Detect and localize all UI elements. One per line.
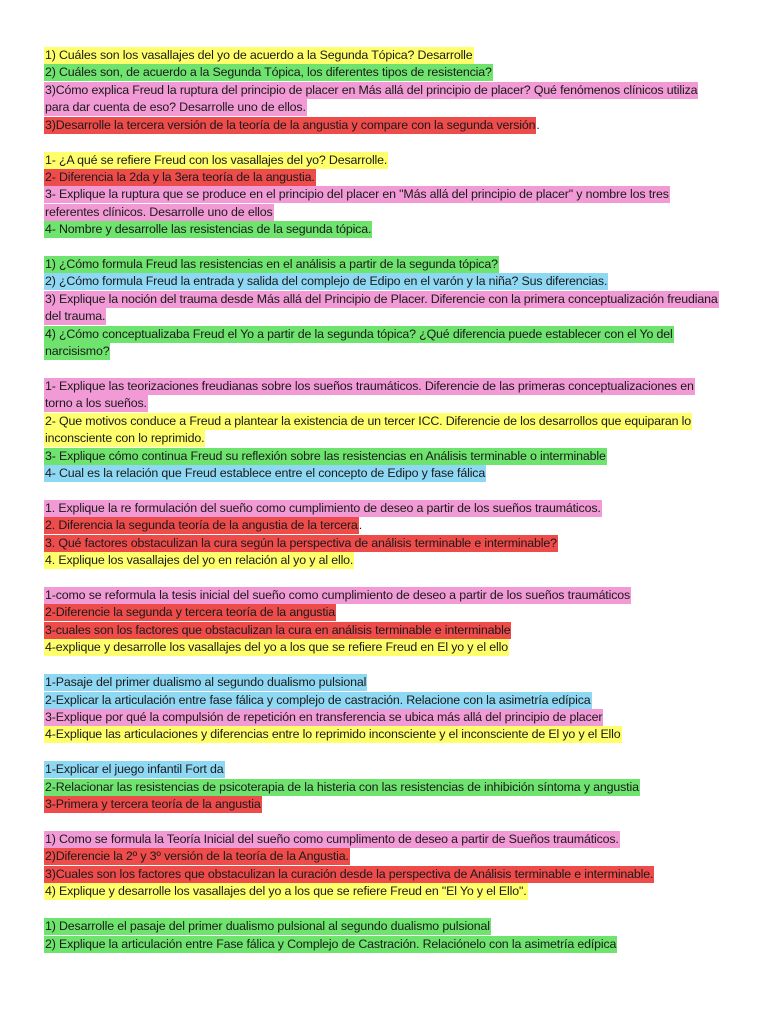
question-text: 2-Diferencie la segunda y tercera teoría de la angustia [45, 605, 335, 620]
question-text: 3- Explique cómo continua Freud su reflexión sobre las resistencias en Análisis terminable o interminable [45, 448, 606, 463]
question-text: 2- Diferencia la 2da y la 3era teoría de la angustia. [45, 169, 315, 184]
question-text: 2-Relacionar las resistencias de psicoterapia de la histeria con las resistencias de inhibición síntoma y angustia [45, 779, 639, 794]
question-item [44, 674, 724, 691]
question-item [44, 169, 724, 186]
question-text: 2) Cuáles son, de acuerdo a la Segunda Tópica, los diferentes tipos de resistencia? [45, 65, 492, 80]
question-text: 3. Qué factores obstaculizan la cura según la perspectiva de análisis terminable e interminable? [45, 535, 557, 550]
question-text: 3) Explique la noción del trauma desde Más allá del Principio de Placer. Diferencie con la primera conceptualización freudiana del trauma. [45, 291, 718, 324]
question-text: 2)Diferencie la 2º y 3º versión de la teoría de la Angustia. [45, 849, 349, 864]
question-text: 3- Explique la ruptura que se produce en el principio del placer en "Más allá del principio de placer" y nombre los tres referentes clínicos. Desarrolle uno de ellos [45, 187, 669, 219]
question-item [44, 883, 724, 900]
question-item [44, 291, 724, 326]
question-group [44, 500, 724, 570]
question-text: 1. Explique la re formulación del sueño como cumplimiento de deseo a partir de los sueños traumáticos. [45, 500, 601, 515]
question-text: 3-cuales son los factores que obstaculizan la cura en análisis terminable e interminable [45, 622, 511, 637]
question-item [44, 692, 724, 709]
question-item [44, 117, 724, 134]
question-item [44, 535, 724, 552]
question-item [44, 639, 724, 656]
question-item [44, 866, 724, 883]
question-item [44, 726, 724, 743]
question-group [44, 378, 724, 482]
question-item [44, 326, 724, 361]
question-text: 2. Diferencia la segunda teoría de la angustia de la tercera [45, 518, 358, 533]
question-tail: . [536, 117, 540, 132]
question-item [44, 761, 724, 778]
question-group [44, 918, 724, 953]
question-group [44, 256, 724, 360]
question-text: 1-Explicar el juego infantil Fort da [45, 762, 224, 777]
question-group [44, 587, 724, 657]
question-text: 4- Nombre y desarrolle las resistencias de la segunda tópica. [45, 222, 372, 237]
question-item [44, 273, 724, 290]
question-text: 4- Cual es la relación que Freud establece entre el concepto de Edipo y fase fálica [45, 466, 486, 481]
question-text: 3)Desarrolle la tercera versión de la teoría de la angustia y compare con la segunda versión [45, 117, 536, 132]
question-item [44, 448, 724, 465]
question-text: 4. Explique los vasallajes del yo en relación al yo y al ello. [45, 553, 354, 568]
question-item [44, 152, 724, 169]
question-text: 4-explique y desarrolle los vasallajes del yo a los que se refiere Freud en El yo y el ello [45, 640, 508, 655]
question-item [44, 500, 724, 517]
question-item [44, 831, 724, 848]
question-item [44, 47, 724, 64]
question-text: 2-Explicar la articulación entre fase fálica y complejo de castración. Relacione con la asimetría edípica [45, 692, 591, 707]
question-item [44, 64, 724, 81]
question-text: 3)Cuales son los factores que obstaculizan la curación desde la perspectiva de Análisis terminable e interminable. [45, 866, 654, 881]
question-tail: . [358, 518, 362, 533]
question-item [44, 587, 724, 604]
question-item [44, 517, 724, 534]
question-item [44, 709, 724, 726]
question-item [44, 622, 724, 639]
question-item [44, 413, 724, 448]
question-item [44, 186, 724, 221]
question-item [44, 256, 724, 273]
question-group [44, 761, 724, 813]
question-group [44, 47, 724, 134]
question-text: 1- ¿A qué se refiere Freud con los vasallajes del yo? Desarrolle. [45, 152, 388, 167]
question-text: 1-como se reformula la tesis inicial del sueño como cumplimiento de deseo a partir de los sueños traumáticos [45, 588, 631, 603]
question-group [44, 674, 724, 744]
question-text: 4-Explique las articulaciones y diferencias entre lo reprimido inconsciente y el inconsciente de El yo y el Ello [45, 727, 621, 742]
question-item [44, 936, 724, 953]
question-text: 4) Explique y desarrolle los vasallajes del yo a los que se refiere Freud en "El Yo y el Ello". [45, 884, 527, 899]
question-text: 1) Como se formula la Teoría Inicial del sueño como cumplimento de deseo a partir de Sueños traumáticos. [45, 832, 619, 847]
question-item [44, 918, 724, 935]
question-text: 1-Pasaje del primer dualismo al segundo dualismo pulsional [45, 675, 367, 690]
question-item [44, 779, 724, 796]
question-group [44, 152, 724, 239]
question-text: 1) ¿Cómo formula Freud las resistencias en el análisis a partir de la segunda tópica? [45, 257, 498, 272]
question-item [44, 848, 724, 865]
question-text: 2) ¿Cómo formula Freud la entrada y salida del complejo de Edipo en el varón y la niña? Sus diferencias. [45, 274, 608, 289]
question-item [44, 604, 724, 621]
question-text: 1) Desarrolle el pasaje del primer dualismo pulsional al segundo dualismo pulsional [45, 919, 490, 934]
question-text: 3-Explique por qué la compulsión de repetición en transferencia se ubica más allá del principio de placer [45, 710, 603, 724]
question-text: 4) ¿Cómo conceptualizaba Freud el Yo a partir de la segunda tópica? ¿Qué diferencia puede establecer con el Yo del narcisismo? [45, 326, 673, 359]
question-text: 2- Que motivos conduce a Freud a plantear la existencia de un tercer ICC. Diferencie de los desarrollos que equiparan lo inconsciente con lo reprimido. [45, 413, 691, 446]
question-text: 3)Cómo explica Freud la ruptura del principio de placer en Más allá del principio de placer? Qué fenómenos clínicos utiliza para dar cuenta de eso? Desarrolle uno de ellos. [45, 82, 698, 115]
question-item [44, 796, 724, 813]
question-text: 1) Cuáles son los vasallajes del yo de acuerdo a la Segunda Tópica? Desarrolle [45, 48, 473, 62]
question-text: 2) Explique la articulación entre Fase fálica y Complejo de Castración. Relaciónelo con la asimetría edípica [45, 936, 617, 951]
question-item [44, 221, 724, 238]
question-text: 3-Primera y tercera teoría de la angustia [45, 797, 261, 812]
question-group [44, 831, 724, 901]
question-item [44, 82, 724, 117]
question-text: 1- Explique las teorizaciones freudianas sobre los sueños traumáticos. Diferencie de las primeras conceptualizaciones en torno a los sueños. [45, 379, 694, 411]
question-item [44, 378, 724, 413]
question-item [44, 465, 724, 482]
question-item [44, 552, 724, 569]
